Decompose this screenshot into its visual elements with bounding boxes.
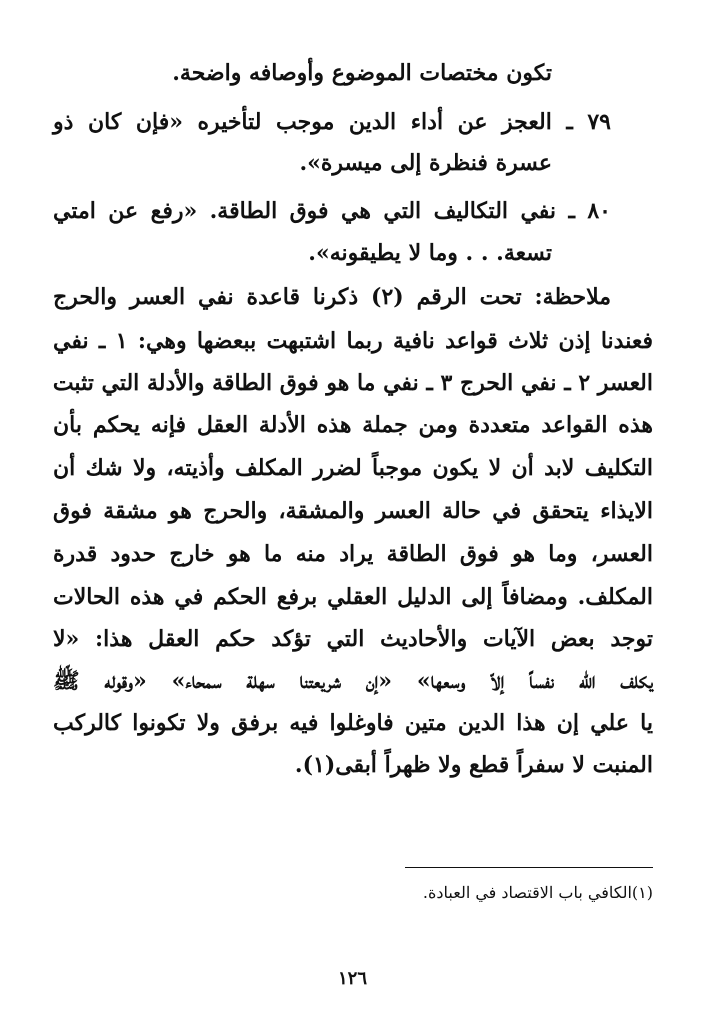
text-line: يا علي إن هذا الدين متين فاوغلوا فيه برفق ولا تكونوا كالركب [53, 710, 653, 736]
text-line: العسر ٢ ـ نفي الحرج ٣ ـ نفي ما هو فوق الطاقة والأدلة التي تثبت [52, 370, 653, 396]
text-line: تسعة. . . وما لا يطيقونه». [308, 240, 552, 266]
text-line: هذه القواعد متعددة ومن جملة هذه الأدلة العقل فإنه يحكم بأن [53, 412, 653, 438]
text-line: ٨٠ ـ نفي التكاليف التي هي فوق الطاقة. «رفع عن امتي [53, 198, 611, 224]
text-line: الايذاء يتحقق في حالة العسر والمشقة، والحرج هو مشقة فوق [53, 498, 653, 524]
text-line: توجد بعض الآيات والأحاديث التي تؤكد حكم العقل هذا: «لا [53, 626, 653, 652]
text-line: ملاحظة: تحت الرقم (٢) ذكرنا قاعدة نفي العسر والحرج [53, 284, 611, 310]
text-line: المكلف. ومضافاً إلى الدليل العقلي برفع الحكم في هذه الحالات [53, 584, 653, 610]
text-line: عسرة فنظرة إلى ميسرة». [299, 150, 552, 176]
text-line: تكون مختصات الموضوع وأوصافه واضحة. [172, 60, 552, 86]
text-line: التكليف لابد أن لا يكون موجباً لضرر المكلف وأذيته، ولا شك أن [53, 455, 653, 481]
text-line: فعندنا إذن ثلاث قواعد نافية ربما اشتبهت ببعضها وهي: ١ ـ نفي [53, 328, 653, 354]
text-line: ٧٩ ـ العجز عن أداء الدين موجب لتأخيره «فإن كان ذو [53, 109, 611, 135]
page-number: ١٢٦ [337, 968, 367, 989]
footnote-separator [405, 867, 653, 868]
text-line: يكلف الله نفساً إلاّ وسعها» «إن شريعتنا سهلة سمحاء» «وقوله ﷺ [53, 668, 653, 694]
text-line: العسر، وما هو فوق الطاقة يراد منه ما هو خارج حدود قدرة [53, 541, 653, 567]
text-line: المنبت لا سفراً قطع ولا ظهراً أبقى(١). [294, 752, 653, 778]
footnote: (١)الكافي باب الاقتصاد في العبادة. [422, 883, 653, 902]
